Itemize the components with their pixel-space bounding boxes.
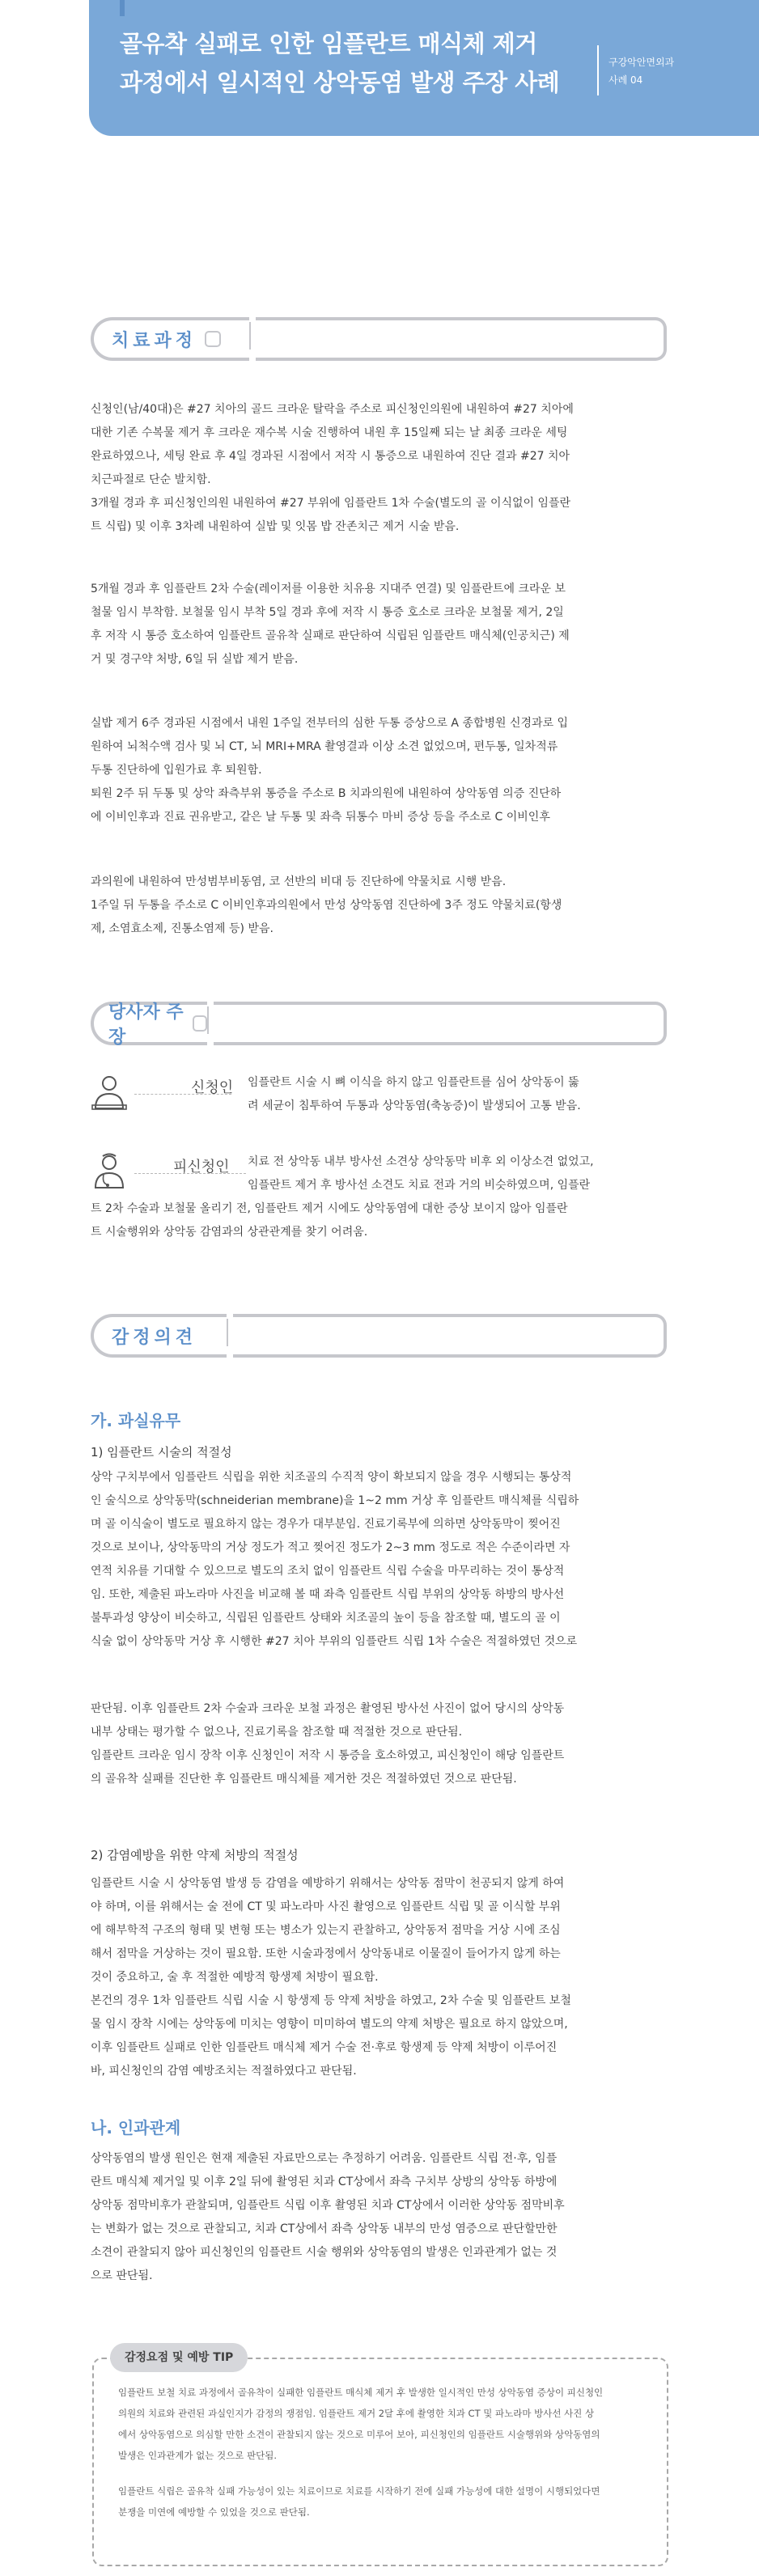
title-line-2: 과정에서 일시적인 상악동염 발생 주장 사례: [120, 69, 560, 96]
respondent-claim-text-first: 치료 전 상악동 내부 방사선 소견상 상악동막 비후 외 이상소견 없었고, 임플란트 제거 후 방사선 소견도 치료 전과 거의 비슷하였으며, 임플란: [248, 1155, 594, 1192]
treatment-paragraph-4: 과의원에 내원하여 만성범부비동염, 코 선반의 비대 등 진단하에 약물치료 시행 받음. 1주일 뒤 두통을 주소로 C 이비인후과의원에서 만성 상악동염 진단하에 3주 정도 약물치료(항생 제, 소염효소제, 진통소염제 등) 받음.: [91, 875, 562, 935]
header-meta: [608, 53, 674, 89]
case-number: 사례 04: [608, 74, 643, 86]
section-title-treatment: 치료과정: [112, 330, 197, 351]
tip-paragraph-1: 임플란트 보철 치료 과정에서 골유착이 실패한 임플란트 매식체 제거 후 발생한 일시적인 만성 상악동염 증상이 피신청인 의원의 치료와 관련된 과실인지가 감정의 쟁점임. 임플란트 제거 2달 후에 촬영한 치과 CT 및 파노라마 방사선 사진 상 에서 상악동염으로 의심할 만한 소견이 관찰되지 않는 것으로 미루어 보아, 피신청인의 임플란트 시술행위와 상악동염의 발생은 인과관계가 없는 것으로 판단됨.: [118, 2387, 604, 2461]
tooth-outline-icon: [205, 331, 221, 347]
respondent-label: 피신청인: [173, 1159, 230, 1176]
header-divider: [597, 45, 599, 95]
section-separator: [249, 322, 251, 350]
tip-paragraph-2: 임플란트 식립은 골유착 실패 가능성이 있는 치료이므로 치료를 시작하기 전에 실패 가능성에 대한 설명이 시행되었다면 분쟁을 미연에 예방할 수 있었을 것으로 판단됨.: [118, 2485, 600, 2518]
section-header-treatment: [91, 317, 667, 361]
tip-badge: 감정요점 및 예방 TIP: [110, 2343, 248, 2372]
applicant-claim-text: 임플란트 시술 시 뼈 이식을 하지 않고 임플란트를 심어 상악동이 뚫 려 세균이 침투하여 두통과 상악동염(축농증)이 발생되어 고통 받음.: [248, 1076, 581, 1112]
section-separator: [207, 1006, 209, 1034]
opinion-subheading-implant: 1) 임플란트 시술의 적절성: [91, 1445, 232, 1460]
respondent-claim: [91, 1152, 668, 1249]
opinion-medication-paragraph: 임플란트 시술 시 상악동염 발생 등 감염을 예방하기 위해서는 상악동 점막이 천공되지 않게 하여 야 하며, 이를 위해서는 술 전에 CT 및 파노라마 사진 촬영으로 임플란트 식립 및 골 이식할 부위 에 해부학적 구조의 형태 및 변형 또는 병소가 있는지 관찰하고, 상악동저 점막을 거상 시에 조심 해서 점막을 거상하는 것이 필요함. 또한 시술과정에서 상악동내로 이물질이 들어가지 않게 하는 것이 중요하고, 술 후 적절한 예방적 항생제 처방이 필요함. 본건의 경우 1차 임플란트 식립 시술 시 항생제 등 약제 처방을 하였고, 2차 수술 및 임플란트 보철 물 임시 장착 시에는 상악동에 미치는 영향이 미미하여 별도의 약제 처방은 필요로 하지 않았으며, 이후 임플란트 실패로 인한 임플란트 매식체 제거 수술 전·후로 항생제 등 약제 처방이 이루어진 바, 피신청인의 감염 예방조치는 적절하였다고 판단됨.: [91, 1877, 571, 2078]
tooth-outline-icon: [193, 1015, 207, 1032]
section-title-claims: 당사자 주장: [108, 1002, 184, 1048]
category-label: 구강악안면외과: [608, 57, 675, 68]
section-frame: [233, 1314, 667, 1358]
section-frame: [256, 317, 667, 361]
section-header-opinion: [91, 1314, 667, 1358]
applicant-claim: [91, 1073, 668, 1125]
title-line-1: 골유착 실패로 인한 임플란트 매식체 제거: [120, 30, 537, 57]
section-pill: [91, 1314, 227, 1358]
opinion-subheading-medication: 2) 감염예방을 위한 약제 처방의 적절성: [91, 1848, 299, 1862]
section-header-claims: [91, 1002, 667, 1048]
treatment-paragraph-2: 5개월 경과 후 임플란트 2차 수술(레이저를 이용한 치유용 지대주 연결) 및 임플란트에 크라운 보 철물 임시 부착함. 보철물 임시 부착 5일 경과 후에 저작 시 통증 호소로 크라운 보철물 제거, 2일 후 저작 시 통증 호소하여 임플란트 골유착 실패로 판단하여 식립된 임플란트 매식체(인공치근) 제 거 및 경구약 처방, 6일 뒤 실밥 제거 받음.: [91, 583, 570, 666]
opinion-heading-causation: 나. 인과관계: [91, 2118, 181, 2137]
opinion-causation-paragraph: 상악동염의 발생 원인은 현재 제출된 자료만으로는 추정하기 어려움. 임플란트 식립 전·후, 임플 란트 매식체 제거일 및 이후 2일 뒤에 촬영된 치과 CT상에서 좌측 구치부 상방의 상악동 하방에 상악동 점막비후가 관찰되며, 임플란트 식립 이후 촬영된 치과 CT상에서 이러한 상악동 점막비후 는 변화가 없는 것으로 관찰되고, 치과 CT상에서 좌측 상악동 내부의 만성 염증으로 판단할만한 소견이 관찰되지 않아 피신청인의 임플란트 시술 행위와 상악동염의 발생은 인과관계가 없는 것 으로 판단됨.: [91, 2152, 565, 2282]
section-frame: [214, 1002, 667, 1045]
treatment-paragraph-3: 실밥 제거 6주 경과된 시점에서 내원 1주일 전부터의 심한 두통 증상으로 A 종합병원 신경과로 입 원하여 뇌척수액 검사 및 뇌 CT, 뇌 MRI+MRA 촬영결과 이상 소견 없었으며, 편두통, 일차적류 두통 진단하에 입원가료 후 퇴원함. 퇴원 2주 뒤 두통 및 상악 좌측부위 통증을 주소로 B 치과의원에 내원하여 상악동염 의증 진단하 에 이비인후과 진료 권유받고, 같은 날 두통 및 좌측 뒤통수 마비 증상 등을 주소로 C 이비인후: [91, 717, 569, 824]
treatment-paragraph-1: 신청인(남/40대)은 #27 치아의 골드 크라운 탈락을 주소로 피신청인의원에 내원하여 #27 치아에 대한 기존 수복물 제거 후 크라운 재수복 시술 진행하여 내원 후 15일째 되는 날 최종 크라운 세팅 완료하였으나, 세팅 완료 후 4일 경과된 시점에서 저작 시 통증으로 내원하여 진단 결과 #27 치아 치근파절로 단순 발치함. 3개월 경과 후 피신청인의원 내원하여 #27 부위에 임플란트 1차 수술(별도의 골 이식없이 임플란 트 식립) 및 이후 3차례 내원하여 실밥 및 잇몸 밥 잔존치근 제거 시술 받음.: [91, 403, 574, 533]
patient-person-icon: [91, 1073, 128, 1112]
document-title: [120, 24, 589, 102]
header-accent-bar: [120, 0, 125, 16]
section-pill: [91, 1002, 207, 1048]
respondent-claim-text-rest: 트 2차 수술과 보철물 올리기 전, 임플란트 제거 시에도 상악동염에 대한 증상 보이지 않아 임플란 트 시술행위와 상악동 감염과의 상관관계를 찾기 어려움.: [91, 1202, 568, 1239]
opinion-implant-paragraph-2: 판단됨. 이후 임플란트 2차 수술과 크라운 보철 과정은 촬영된 방사선 사진이 없어 당시의 상악동 내부 상태는 평가할 수 없으나, 진료기록을 참조할 때 적절한 것으로 판단됨. 임플란트 크라운 임시 장착 이후 신청인이 저작 시 통증을 호소하였고, 피신청인이 해당 임플란트 의 골유착 실패를 진단한 후 임플란트 매식체를 제거한 것은 적절하였던 것으로 판단됨.: [91, 1702, 565, 1786]
applicant-label: 신청인: [191, 1079, 234, 1096]
opinion-implant-paragraph-1: 상악 구치부에서 임플란트 식립을 위한 치조골의 수직적 양이 확보되지 않을 경우 시행되는 통상적 인 술식으로 상악동막(schneiderian membrane)을 1~2 mm 거상 후 임플란트 매식체를 식립하 며 골 이식술이 별도로 필요하지 않는 경우가 대부분임. 진료기록부에 의하면 상악동막이 찢어진 것으로 보이나, 상악동막의 거상 정도가 적고 찢어진 정도가 2~3 mm 정도로 적은 수준이라면 자 연적 치유를 기대할 수 있으므로 별도의 조치 없이 임플란트 식립 수술을 마무리하는 것이 통상적 임. 또한, 제출된 파노라마 사진을 비교해 볼 때 좌측 임플란트 식립 부위의 상악동 하방의 방사선 불투과성 양상이 비슷하고, 식립된 임플란트 상태와 치조골의 높이 등을 참조할 때, 별도의 골 이 식술 없이 상악동막 거상 후 시행한 #27 치아 부위의 임플란트 식립 1차 수술은 적절하였던 것으로: [91, 1471, 579, 1648]
section-separator: [227, 1319, 228, 1346]
section-title-opinion: 감정의견: [112, 1327, 197, 1348]
opinion-heading-negligence: 가. 과실유무: [91, 1411, 181, 1430]
doctor-person-icon: [91, 1152, 128, 1191]
section-pill: [91, 317, 249, 361]
